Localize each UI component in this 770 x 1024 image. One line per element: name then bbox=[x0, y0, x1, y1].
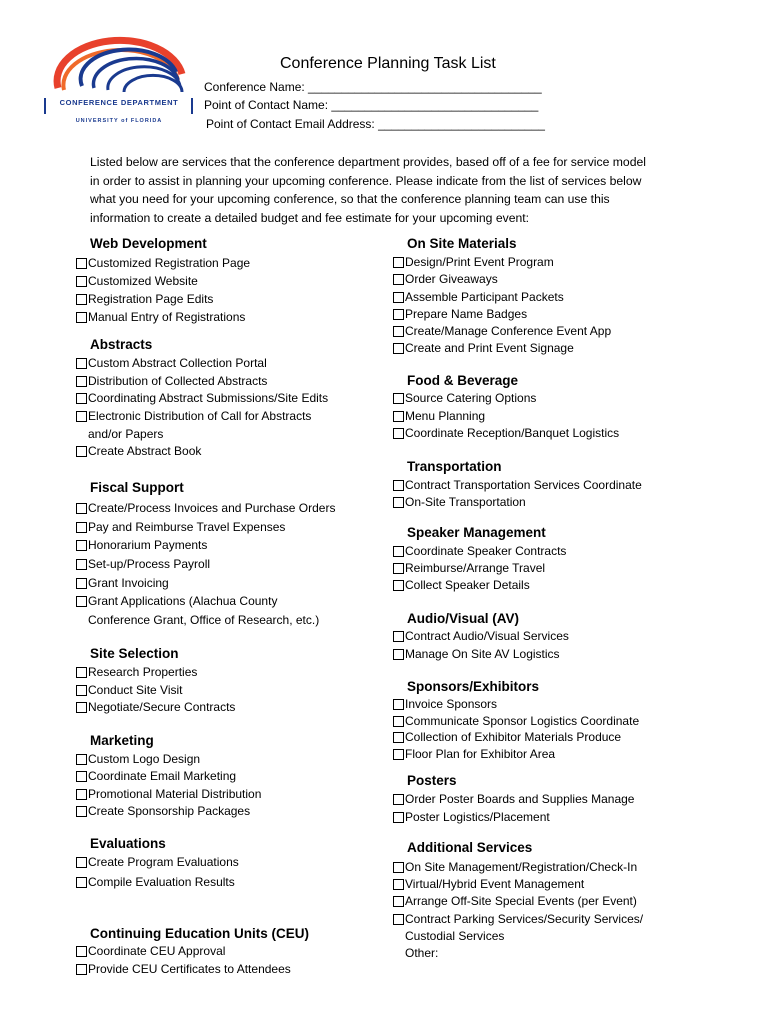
checkbox-icon[interactable] bbox=[393, 580, 404, 591]
checkbox-icon[interactable] bbox=[393, 480, 404, 491]
checkbox-icon[interactable] bbox=[393, 716, 404, 727]
section-heading-posters: Posters bbox=[407, 773, 457, 788]
checklist-item[interactable]: Conduct Site Visit bbox=[76, 682, 235, 700]
conference-name-field[interactable]: Conference Name: ___________________________________ bbox=[204, 80, 542, 94]
checklist-item[interactable]: Contract Parking Services/Security Services/ bbox=[393, 911, 643, 928]
checkbox-icon[interactable] bbox=[76, 446, 87, 457]
checklist-item[interactable]: Virtual/Hybrid Event Management bbox=[393, 876, 643, 893]
checklist-item[interactable]: Grant Applications (Alachua County bbox=[76, 592, 335, 611]
checkbox-icon[interactable] bbox=[76, 393, 87, 404]
checklist-item[interactable]: Prepare Name Badges bbox=[393, 306, 611, 323]
section-food bbox=[393, 390, 619, 443]
checkbox-icon[interactable] bbox=[393, 749, 404, 760]
checkbox-icon[interactable] bbox=[393, 343, 404, 354]
checkbox-icon[interactable] bbox=[393, 862, 404, 873]
checkbox-icon[interactable] bbox=[393, 699, 404, 710]
contact-name-field[interactable]: Point of Contact Name: _______________________________ bbox=[204, 98, 539, 112]
checklist-item[interactable]: Collect Speaker Details bbox=[393, 577, 566, 594]
checklist-item[interactable]: Electronic Distribution of Call for Abstracts bbox=[76, 408, 328, 426]
checkbox-icon[interactable] bbox=[76, 946, 87, 957]
checkbox-icon[interactable] bbox=[393, 274, 404, 285]
checklist-item[interactable]: Design/Print Event Program bbox=[393, 254, 611, 271]
section-heading-evaluations: Evaluations bbox=[90, 836, 166, 851]
checklist-item[interactable]: Communicate Sponsor Logistics Coordinate bbox=[393, 713, 639, 730]
checkbox-icon[interactable] bbox=[393, 812, 404, 823]
checkbox-icon[interactable] bbox=[76, 294, 87, 305]
section-posters bbox=[393, 791, 634, 826]
checkbox-icon[interactable] bbox=[393, 428, 404, 439]
checkbox-icon[interactable] bbox=[76, 685, 87, 696]
checklist-item[interactable]: Custom Logo Design bbox=[76, 751, 261, 768]
checklist-item[interactable]: Collection of Exhibitor Materials Produce bbox=[393, 729, 639, 746]
checkbox-icon[interactable] bbox=[76, 503, 87, 514]
contact-email-field[interactable]: Point of Contact Email Address: _________________________ bbox=[206, 117, 545, 131]
checklist-item[interactable]: Coordinate CEU Approval bbox=[76, 943, 291, 961]
checkbox-icon[interactable] bbox=[393, 326, 404, 337]
section-transport bbox=[393, 477, 642, 510]
checklist-item-continuation: and/or Papers bbox=[88, 426, 164, 441]
section-heading-ceu: Continuing Education Units (CEU) bbox=[90, 926, 309, 941]
section-heading-marketing: Marketing bbox=[90, 733, 154, 748]
checkbox-icon[interactable] bbox=[393, 292, 404, 303]
section-heading-abstracts: Abstracts bbox=[90, 337, 153, 352]
checkbox-icon[interactable] bbox=[393, 497, 404, 508]
other-field[interactable]: Other: bbox=[405, 945, 439, 960]
checkbox-icon[interactable] bbox=[393, 257, 404, 268]
checkbox-icon[interactable] bbox=[393, 393, 404, 404]
section-heading-web: Web Development bbox=[90, 236, 207, 251]
checkbox-icon[interactable] bbox=[393, 546, 404, 557]
checkbox-icon[interactable] bbox=[76, 806, 87, 817]
checkbox-icon[interactable] bbox=[393, 649, 404, 660]
logo-department-text: CONFERENCE DEPARTMENT bbox=[59, 98, 179, 107]
checklist-item[interactable]: Floor Plan for Exhibitor Area bbox=[393, 746, 639, 763]
checklist-item[interactable]: Coordinating Abstract Submissions/Site Edits bbox=[76, 390, 328, 408]
section-heading-onsite: On Site Materials bbox=[407, 236, 517, 251]
checklist-item[interactable]: Registration Page Edits bbox=[76, 290, 250, 308]
checkbox-icon[interactable] bbox=[393, 896, 404, 907]
checkbox-icon[interactable] bbox=[76, 877, 87, 888]
checkbox-icon[interactable] bbox=[76, 376, 87, 387]
checklist-item[interactable]: Contract Transportation Services Coordinate bbox=[393, 477, 642, 494]
section-abstracts bbox=[76, 355, 328, 461]
section-site bbox=[76, 664, 235, 717]
section-av bbox=[393, 628, 569, 663]
checklist-item[interactable]: Manual Entry of Registrations bbox=[76, 308, 250, 326]
checkbox-icon[interactable] bbox=[76, 578, 87, 589]
checklist-item[interactable]: Menu Planning bbox=[393, 408, 619, 426]
checklist-item[interactable]: Create Abstract Book bbox=[76, 443, 328, 461]
checklist-item-continuation: Conference Grant, Office of Research, etc.) bbox=[88, 613, 320, 628]
section-web bbox=[76, 254, 250, 326]
checklist-item[interactable]: Arrange Off-Site Special Events (per Event) bbox=[393, 893, 643, 910]
checklist-item[interactable]: Order Giveaways bbox=[393, 271, 611, 288]
checklist-item[interactable]: Coordinate Reception/Banquet Logistics bbox=[393, 425, 619, 443]
section-heading-speaker: Speaker Management bbox=[407, 525, 546, 540]
section-heading-transport: Transportation bbox=[407, 459, 502, 474]
checklist-item[interactable]: Research Properties bbox=[76, 664, 235, 682]
section-ceu bbox=[76, 943, 291, 978]
checkbox-icon[interactable] bbox=[393, 732, 404, 743]
checkbox-icon[interactable] bbox=[76, 771, 87, 782]
logo-university-text: UNIVERSITY of FLORIDA bbox=[75, 118, 163, 124]
section-heading-additional: Additional Services bbox=[407, 840, 533, 855]
checklist-item[interactable]: Distribution of Collected Abstracts bbox=[76, 373, 328, 391]
checkbox-icon[interactable] bbox=[76, 276, 87, 287]
section-onsite bbox=[393, 254, 611, 358]
checkbox-icon[interactable] bbox=[76, 258, 87, 269]
section-evaluations bbox=[76, 853, 239, 892]
checkbox-icon[interactable] bbox=[76, 358, 87, 369]
checkbox-icon[interactable] bbox=[393, 794, 404, 805]
checklist-item[interactable]: Create Program Evaluations bbox=[76, 853, 239, 873]
checklist-item[interactable]: Coordinate Speaker Contracts bbox=[393, 543, 566, 560]
checklist-item[interactable]: Set-up/Process Payroll bbox=[76, 555, 335, 574]
checkbox-icon[interactable] bbox=[76, 702, 87, 713]
checkbox-icon[interactable] bbox=[76, 596, 87, 607]
checklist-item[interactable]: Customized Registration Page bbox=[76, 254, 250, 272]
checkbox-icon[interactable] bbox=[76, 411, 87, 422]
checkbox-icon[interactable] bbox=[393, 563, 404, 574]
checklist-item[interactable]: Create/Manage Conference Event App bbox=[393, 323, 611, 340]
section-additional bbox=[393, 859, 643, 962]
checklist-item[interactable]: Source Catering Options bbox=[393, 390, 619, 408]
intro-paragraph: Listed below are services that the conference department provides, based off of a fee for service model in order to assist in planning your upcoming conference. Please indicate from the list of services below what you need for your upcoming conference, so that the conference planning team can use this information to create a detailed budget and fee estimate for your upcoming event: bbox=[90, 155, 646, 225]
checkbox-icon[interactable] bbox=[393, 631, 404, 642]
section-heading-food: Food & Beverage bbox=[407, 373, 519, 388]
checklist-item[interactable]: Create Sponsorship Packages bbox=[76, 803, 261, 820]
checkbox-icon[interactable] bbox=[393, 411, 404, 422]
checklist-item[interactable]: Custom Abstract Collection Portal bbox=[76, 355, 328, 373]
checkbox-icon[interactable] bbox=[76, 312, 87, 323]
checklist-item[interactable]: On Site Management/Registration/Check-In bbox=[393, 859, 643, 876]
checklist-item[interactable]: Promotional Material Distribution bbox=[76, 786, 261, 803]
section-speaker bbox=[393, 543, 566, 594]
checkbox-icon[interactable] bbox=[393, 309, 404, 320]
checklist-item[interactable]: Manage On Site AV Logistics bbox=[393, 646, 569, 664]
section-sponsors bbox=[393, 696, 639, 762]
checkbox-icon[interactable] bbox=[76, 754, 87, 765]
section-marketing bbox=[76, 751, 261, 820]
checkbox-icon[interactable] bbox=[393, 879, 404, 890]
checkbox-icon[interactable] bbox=[76, 964, 87, 975]
page-title: Conference Planning Task List bbox=[280, 55, 496, 72]
checkbox-icon[interactable] bbox=[76, 789, 87, 800]
checklist-item[interactable]: Create/Process Invoices and Purchase Orders bbox=[76, 499, 335, 518]
checkbox-icon[interactable] bbox=[76, 667, 87, 678]
checklist-item[interactable]: Invoice Sponsors bbox=[393, 696, 639, 713]
checklist-item[interactable]: Reimburse/Arrange Travel bbox=[393, 560, 566, 577]
section-heading-av: Audio/Visual (AV) bbox=[407, 611, 520, 626]
checklist-item[interactable]: Create and Print Event Signage bbox=[393, 340, 611, 357]
checklist-item[interactable]: On-Site Transportation bbox=[393, 494, 642, 511]
checkbox-icon[interactable] bbox=[393, 914, 404, 925]
section-heading-site: Site Selection bbox=[90, 646, 179, 661]
checklist-item[interactable]: Assemble Participant Packets bbox=[393, 289, 611, 306]
checklist-item[interactable]: Pay and Reimburse Travel Expenses bbox=[76, 518, 335, 537]
checklist-item-continuation: Custodial Services bbox=[405, 928, 505, 943]
checkbox-icon[interactable] bbox=[76, 559, 87, 570]
section-fiscal bbox=[76, 499, 335, 630]
section-heading-fiscal: Fiscal Support bbox=[90, 480, 184, 495]
checklist-item[interactable]: Grant Invoicing bbox=[76, 574, 335, 593]
checklist-item[interactable]: Poster Logistics/Placement bbox=[393, 809, 634, 827]
checklist-item[interactable]: Coordinate Email Marketing bbox=[76, 768, 261, 785]
checklist-item[interactable]: Customized Website bbox=[76, 272, 250, 290]
checkbox-icon[interactable] bbox=[76, 540, 87, 551]
checklist-item[interactable]: Compile Evaluation Results bbox=[76, 873, 239, 893]
checklist-item[interactable]: Provide CEU Certificates to Attendees bbox=[76, 961, 291, 979]
section-heading-sponsors: Sponsors/Exhibitors bbox=[407, 679, 540, 694]
checklist-item[interactable]: Negotiate/Secure Contracts bbox=[76, 699, 235, 717]
checkbox-icon[interactable] bbox=[76, 522, 87, 533]
checklist-item[interactable]: Order Poster Boards and Supplies Manage bbox=[393, 791, 634, 809]
checklist-item[interactable]: Contract Audio/Visual Services bbox=[393, 628, 569, 646]
checkbox-icon[interactable] bbox=[76, 857, 87, 868]
checklist-item[interactable]: Honorarium Payments bbox=[76, 536, 335, 555]
